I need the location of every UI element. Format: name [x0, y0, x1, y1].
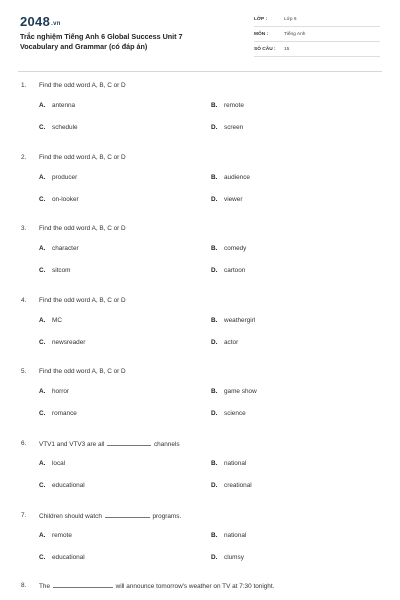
- question-8: [0, 582, 400, 598]
- question-5: [0, 368, 400, 438]
- option-d[interactable]: D. science: [211, 410, 246, 417]
- option-c[interactable]: C. sitcom: [39, 267, 71, 274]
- meta-class-value: Lớp 6: [284, 17, 297, 22]
- meta-count-row: [254, 44, 380, 57]
- option-c[interactable]: C. newsreader: [39, 339, 86, 346]
- page-header: [0, 0, 400, 72]
- question-text: Find the odd word A, B, C or D: [39, 82, 126, 89]
- option-d[interactable]: D. clumsy: [211, 554, 244, 561]
- question-number: 4.: [21, 297, 27, 304]
- header-divider: [18, 71, 382, 72]
- question-text: VTV1 and VTV3 are all channels: [39, 441, 180, 448]
- question-2: [0, 154, 400, 224]
- question-text: Children should watch programs.: [39, 513, 182, 520]
- option-b[interactable]: B. national: [211, 460, 247, 467]
- site-logo[interactable]: 2048.vn: [20, 14, 61, 29]
- option-b[interactable]: B. remote: [211, 102, 244, 109]
- question-7: [0, 512, 400, 582]
- question-number: 2.: [21, 154, 27, 161]
- option-c[interactable]: C. educational: [39, 482, 85, 489]
- option-b[interactable]: B. national: [211, 532, 247, 539]
- option-d[interactable]: D. viewer: [211, 196, 243, 203]
- option-c[interactable]: C. schedule: [39, 124, 78, 131]
- option-a[interactable]: A. local: [39, 460, 66, 467]
- meta-count-label: SỐ CÂU :: [254, 47, 276, 52]
- question-text: Find the odd word A, B, C or D: [39, 225, 126, 232]
- question-number: 7.: [21, 512, 27, 519]
- question-6: [0, 440, 400, 510]
- option-a[interactable]: A. character: [39, 245, 79, 252]
- answer-blank[interactable]: [107, 440, 151, 446]
- option-b[interactable]: B. audience: [211, 174, 250, 181]
- meta-subject-value: Tiếng Anh: [284, 32, 306, 37]
- option-b[interactable]: B. game show: [211, 388, 257, 395]
- option-c[interactable]: C. on-looker: [39, 196, 79, 203]
- question-number: 5.: [21, 368, 27, 375]
- option-d[interactable]: D. cartoon: [211, 267, 246, 274]
- option-a[interactable]: A. MC: [39, 317, 62, 324]
- answer-blank[interactable]: [53, 582, 113, 588]
- question-text: Find the odd word A, B, C or D: [39, 368, 126, 375]
- option-c[interactable]: C. educational: [39, 554, 85, 561]
- meta-class-label: LỚP :: [254, 17, 268, 22]
- option-b[interactable]: B. comedy: [211, 245, 247, 252]
- question-3: [0, 225, 400, 295]
- meta-subject-label: MÔN :: [254, 32, 269, 37]
- question-number: 6.: [21, 440, 27, 447]
- option-a[interactable]: A. antenna: [39, 102, 76, 109]
- option-d[interactable]: D. creational: [211, 482, 252, 489]
- option-a[interactable]: A. producer: [39, 174, 78, 181]
- question-text: Find the odd word A, B, C or D: [39, 154, 126, 161]
- option-a[interactable]: A. remote: [39, 532, 72, 539]
- option-d[interactable]: D. actor: [211, 339, 239, 346]
- page-title: [20, 32, 230, 52]
- question-text: The will announce tomorrow's weather on TV at 7:30 tonight.: [39, 583, 275, 590]
- question-number: 1.: [21, 82, 27, 89]
- option-d[interactable]: D. screen: [211, 124, 244, 131]
- page-title-line-2: Vocabulary and Grammar (có đáp án): [20, 42, 148, 51]
- meta-count-value: 15: [284, 47, 290, 52]
- option-c[interactable]: C. romance: [39, 410, 77, 417]
- answer-blank[interactable]: [105, 512, 150, 518]
- question-1: [0, 82, 400, 152]
- page-title-line-1: Trắc nghiệm Tiếng Anh 6 Global Success Unit 7: [20, 32, 183, 41]
- question-text: Find the odd word A, B, C or D: [39, 297, 126, 304]
- option-b[interactable]: B. weathergirl: [211, 317, 256, 324]
- option-a[interactable]: A. horror: [39, 388, 70, 395]
- question-4: [0, 297, 400, 367]
- question-number: 8.: [21, 582, 27, 589]
- meta-subject-row: [254, 29, 380, 42]
- meta-class-row: [254, 14, 380, 27]
- question-number: 3.: [21, 225, 27, 232]
